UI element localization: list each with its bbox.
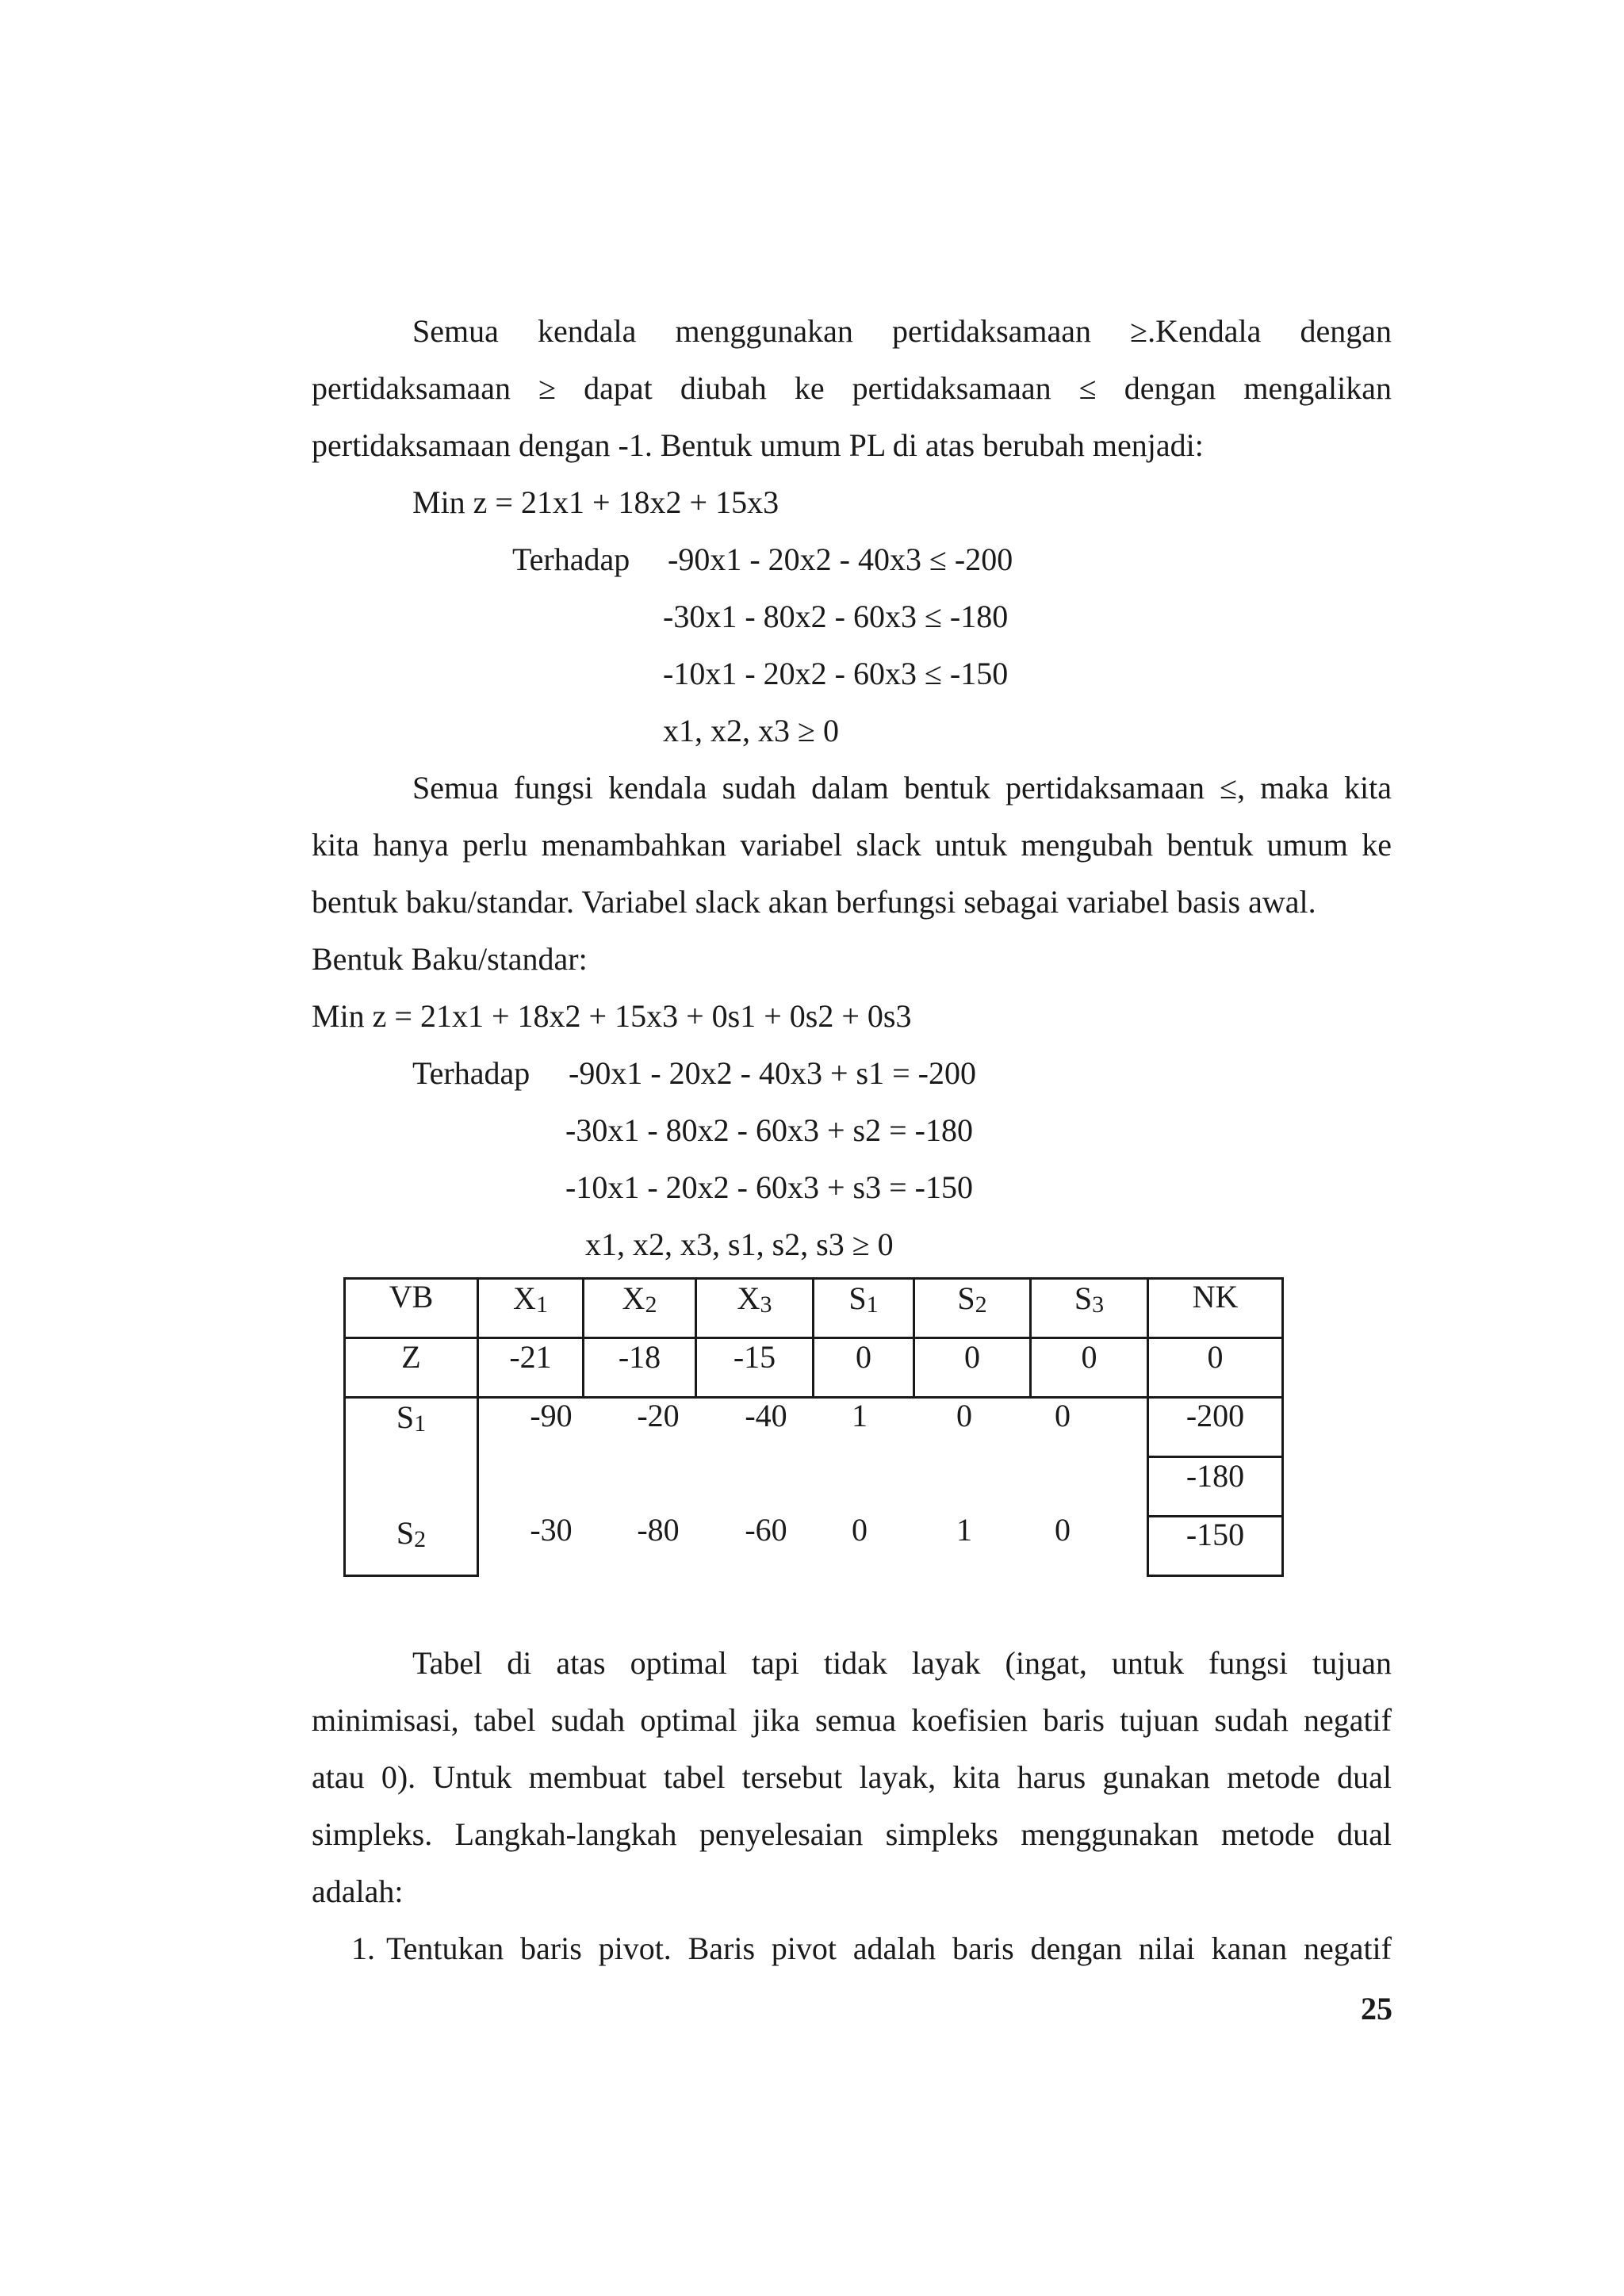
table-border <box>343 1575 479 1577</box>
text-line: bentuk baku/standar. Variabel slack akan berfungsi sebagai variabel basis awal. <box>312 884 1316 920</box>
table-cell: -200 <box>1185 1398 1245 1433</box>
header-s3: S3 <box>1074 1280 1105 1318</box>
list-item: Tentukan baris pivot. Baris pivot adalah baris dengan nilai kanan negatif <box>386 1931 1392 1966</box>
constraint: -90x1 - 20x2 - 40x3 ≤ -200 <box>668 541 1013 577</box>
constraint: -30x1 - 80x2 - 60x3 ≤ -180 <box>663 599 1009 634</box>
table-cell: -40 <box>745 1398 787 1433</box>
text-line: pertidaksamaan ≥ dapat diubah ke pertidaksamaan ≤ dengan mengalikan <box>312 370 1392 406</box>
table-cell: -180 <box>1185 1458 1245 1494</box>
header-s1: S1 <box>848 1280 879 1318</box>
table-cell: -80 <box>637 1512 680 1548</box>
table-cell: 1 <box>956 1512 972 1548</box>
constraint: -10x1 - 20x2 - 60x3 ≤ -150 <box>663 656 1009 691</box>
table-cell: 0 <box>964 1339 980 1375</box>
table-cell: 0 <box>956 1398 972 1433</box>
text-line: minimisasi, tabel sudah optimal jika semua koefisien baris tujuan sudah negatif <box>312 1702 1392 1738</box>
nonnegativity-constraint: x1, x2, x3, s1, s2, s3 ≥ 0 <box>585 1226 894 1262</box>
header-x3: X3 <box>737 1280 772 1318</box>
header-vb: VB <box>389 1279 434 1314</box>
text-line: pertidaksamaan dengan -1. Bentuk umum PL di atas berubah menjadi: <box>312 427 1204 463</box>
table-cell: -150 <box>1185 1517 1245 1552</box>
table-border <box>1281 1277 1284 1577</box>
nonnegativity-constraint: x1, x2, x3 ≥ 0 <box>663 713 839 748</box>
s2-row-label: S2 <box>396 1515 427 1552</box>
table-cell: 0 <box>1055 1512 1071 1548</box>
constraint: -30x1 - 80x2 - 60x3 + s2 = -180 <box>565 1112 973 1148</box>
constraint: -90x1 - 20x2 - 40x3 + s1 = -200 <box>569 1055 976 1091</box>
table-cell: -30 <box>530 1512 573 1548</box>
z-row-label: Z <box>401 1339 421 1375</box>
table-cell: 0 <box>1081 1339 1097 1375</box>
table-cell: -60 <box>745 1512 787 1548</box>
constraint: -10x1 - 20x2 - 60x3 + s3 = -150 <box>565 1169 973 1205</box>
table-cell: 0 <box>856 1339 871 1375</box>
text-line: Semua fungsi kendala sudah dalam bentuk pertidaksamaan ≤, maka kita <box>412 770 1392 806</box>
text-line: simpleks. Langkah-langkah penyelesaian simpleks menggunakan metode dual <box>312 1816 1392 1852</box>
table-cell: -21 <box>509 1339 552 1375</box>
header-s2: S2 <box>957 1280 987 1318</box>
header-x1: X1 <box>513 1280 548 1318</box>
subject-to-label: Terhadap <box>412 1055 530 1091</box>
table-cell: -20 <box>637 1398 680 1433</box>
table-cell: 1 <box>852 1398 868 1433</box>
table-cell: 0 <box>1207 1339 1224 1375</box>
text-line: kita hanya perlu menambahkan variabel slack untuk mengubah bentuk umum ke <box>312 827 1392 863</box>
table-cell: 0 <box>1055 1398 1071 1433</box>
header-nk: NK <box>1192 1279 1239 1314</box>
header-x2: X2 <box>622 1280 657 1318</box>
list-number: 1. <box>351 1931 375 1966</box>
table-cell: 0 <box>852 1512 868 1548</box>
table-cell: -15 <box>733 1339 776 1375</box>
objective-function: Min z = 21x1 + 18x2 + 15x3 <box>412 484 779 520</box>
text-line: atau 0). Untuk membuat tabel tersebut layak, kita harus gunakan metode dual <box>312 1759 1392 1795</box>
text-line: Tabel di atas optimal tapi tidak layak (ingat, untuk fungsi tujuan <box>412 1645 1392 1681</box>
subject-to-label: Terhadap <box>512 541 630 577</box>
s1-row-label: S1 <box>396 1399 427 1437</box>
table-cell: -18 <box>618 1339 661 1375</box>
table-border <box>1147 1575 1284 1577</box>
text-line: Semua kendala menggunakan pertidaksamaan ≥.Kendala dengan <box>412 313 1392 349</box>
text-line: adalah: <box>312 1873 404 1909</box>
table-cell: -90 <box>530 1398 573 1433</box>
text-line: Bentuk Baku/standar: <box>312 941 588 977</box>
page-number: 25 <box>1361 1991 1392 2026</box>
objective-function: Min z = 21x1 + 18x2 + 15x3 + 0s1 + 0s2 + 0s3 <box>312 998 912 1034</box>
